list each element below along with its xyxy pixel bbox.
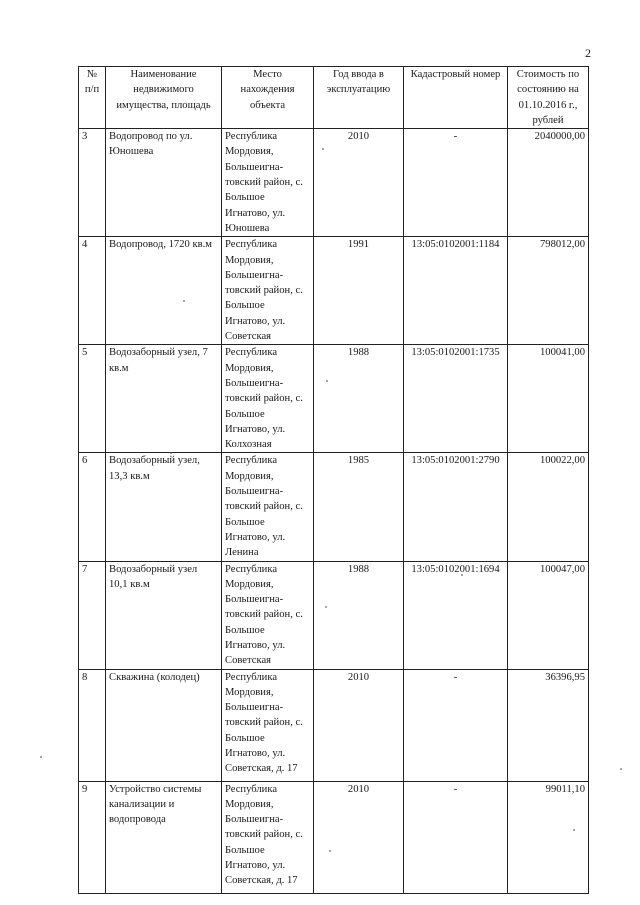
scan-speck [183,300,185,302]
row-year: 1985 [314,453,404,561]
table-row [79,237,589,345]
header-name: Наименование недвижимого имущества, площадь [106,67,222,129]
header-cadastral: Кадастровый номер [404,67,508,129]
row-location: Республика Мордовия, Большеигна-товский район, с. Большое Игнатово, ул. Юношева [222,129,314,237]
row-year: 1988 [314,345,404,453]
header-year: Год ввода в эксплуатацию [314,67,404,129]
scan-speck [170,452,172,454]
row-num: 8 [79,669,106,781]
row-num: 4 [79,237,106,345]
table-row [79,129,589,237]
row-cost: 100047,00 [508,561,589,669]
row-name: Скважина (колодец) [106,669,222,781]
row-year: 2010 [314,669,404,781]
row-name: Устройство системы канализации и водопровода [106,781,222,893]
table-row [79,561,589,669]
table-row [79,345,589,453]
row-name: Водозаборный узел, 7 кв.м [106,345,222,453]
row-num: 3 [79,129,106,237]
row-year: 1991 [314,237,404,345]
header-cost: Стоимость по состоянию на 01.10.2016 г., рублей [508,67,589,129]
row-cost: 798012,00 [508,237,589,345]
row-location: Республика Мордовия, Большеигна-товский район, с. Большое Игнатово, ул. Советская, д. 17 [222,669,314,781]
row-cost: 36396,95 [508,669,589,781]
row-cost: 100041,00 [508,345,589,453]
row-cadastral: - [404,781,508,893]
property-register-table [78,66,589,894]
scan-speck [322,148,324,150]
row-cadastral: - [404,669,508,781]
page-number: 2 [585,46,591,60]
row-cadastral: 13:05:0102001:1694 [404,561,508,669]
row-num: 9 [79,781,106,893]
row-cost: 100022,00 [508,453,589,561]
row-num: 6 [79,453,106,561]
row-name: Водопровод по ул. Юношева [106,129,222,237]
row-name: Водозаборный узел 10,1 кв.м [106,561,222,669]
row-location: Республика Мордовия, Большеигна-товский район, с. Большое Игнатово, ул. Советская [222,237,314,345]
row-year: 2010 [314,781,404,893]
scan-speck [461,574,463,576]
row-location: Республика Мордовия, Большеигна-товский район, с. Большое Игнатово, ул. Советская [222,561,314,669]
row-num: 5 [79,345,106,453]
scan-speck [325,606,327,608]
scan-speck [40,756,42,758]
header-num: № п/п [79,67,106,129]
row-year: 2010 [314,129,404,237]
row-cadastral: 13:05:0102001:2790 [404,453,508,561]
scan-speck [573,829,575,831]
table-row [79,669,589,781]
row-cost: 2040000,00 [508,129,589,237]
row-name: Водозаборный узел, 13,3 кв.м [106,453,222,561]
row-year: 1988 [314,561,404,669]
row-cost: 99011,10 [508,781,589,893]
scan-speck [620,768,622,770]
scan-speck [329,850,331,852]
row-num: 7 [79,561,106,669]
row-location: Республика Мордовия, Большеигна-товский район, с. Большое Игнатово, ул. Колхозная [222,345,314,453]
row-name: Водопровод, 1720 кв.м [106,237,222,345]
row-cadastral: - [404,129,508,237]
row-cadastral: 13:05:0102001:1735 [404,345,508,453]
header-location: Место нахождения объекта [222,67,314,129]
row-cadastral: 13:05:0102001:1184 [404,237,508,345]
table-row [79,453,589,561]
table-row [79,781,589,893]
row-location: Республика Мордовия, Большеигна-товский район, с. Большое Игнатово, ул. Советская, д. 17 [222,781,314,893]
scan-speck [326,380,328,382]
table-header-row [79,67,589,129]
row-location: Республика Мордовия, Большеигна-товский район, с. Большое Игнатово, ул. Ленина [222,453,314,561]
